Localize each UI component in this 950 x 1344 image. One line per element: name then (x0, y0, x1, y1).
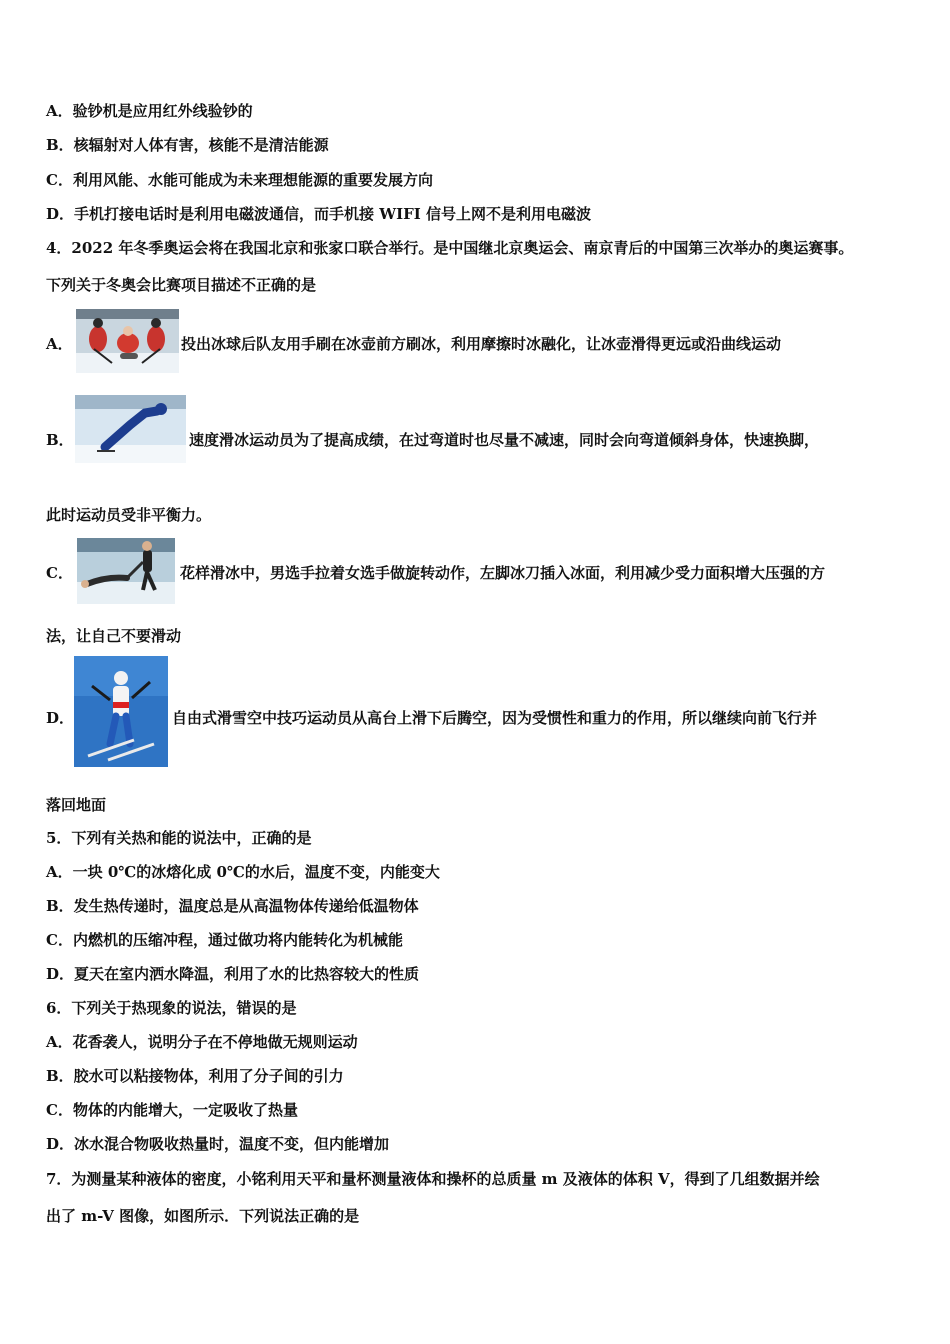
q4-d-continuation: 落回地面 (46, 796, 107, 814)
q6-option-b: B．胶水可以粘接物体，利用了分子间的引力 (46, 1067, 344, 1085)
q3-option-a: A．验钞机是应用红外线验钞的 (46, 102, 253, 120)
q4-b-label: B． (46, 431, 74, 449)
q5-stem: 5．下列有关热和能的说法中，正确的是 (46, 829, 312, 847)
speed-skating-photo (75, 395, 186, 463)
q4-d-text: 自由式滑雪空中技巧运动员从高台上滑下后腾空，因为受惯性和重力的作用，所以继续向前飞行并 (172, 709, 818, 727)
q4-stem-line1: 4．2022 年冬季奥运会将在我国北京和张家口联合举行。是中国继北京奥运会、南京青后的中国第三次举办的奥运赛事。 (46, 239, 854, 257)
q7-stem-line2: 出了 m-V 图像，如图所示．下列说法正确的是 (46, 1207, 360, 1225)
q4-a-label: A． (46, 335, 73, 353)
q6-option-c: C．物体的内能增大，一定吸收了热量 (46, 1101, 298, 1119)
q4-c-label: C． (46, 564, 73, 582)
q5-option-c: C．内燃机的压缩冲程，通过做功将内能转化为机械能 (46, 931, 403, 949)
q7-stem-line1: 7．为测量某种液体的密度，小铭利用天平和量杯测量液体和操杯的总质量 m 及液体的体积 V，得到了几组数据并绘 (46, 1170, 820, 1188)
q4-a-text: 投出冰球后队友用手刷在冰壶前方刷冰，利用摩擦时冰融化，让冰壶滑得更远或沿曲线运动 (181, 335, 782, 353)
curling-photo (76, 309, 179, 373)
q6-option-d: D．冰水混合物吸收热量时，温度不变，但内能增加 (46, 1135, 390, 1153)
q6-stem: 6．下列关于热现象的说法，错误的是 (46, 999, 297, 1017)
aerial-skiing-photo (74, 656, 168, 767)
q4-b-continuation: 此时运动员受非平衡力。 (46, 506, 212, 524)
q4-c-text: 花样滑冰中，男选手拉着女选手做旋转动作，左脚冰刀插入冰面，利用减少受力面积增大压强的方 (180, 564, 826, 582)
q5-option-a: A．一块 0℃的冰熔化成 0℃的水后，温度不变，内能变大 (46, 863, 440, 881)
q4-stem-line2: 下列关于冬奥会比赛项目描述不正确的是 (46, 276, 317, 294)
q4-b-text: 速度滑冰运动员为了提高成绩，在过弯道时也尽量不减速，同时会向弯道倾斜身体，快速换脚， (189, 431, 820, 449)
q4-c-continuation: 法，让自己不要滑动 (46, 627, 182, 645)
q5-option-b: B．发生热传递时，温度总是从高温物体传递给低温物体 (46, 897, 419, 915)
q3-option-d: D．手机打接电话时是利用电磁波通信，而手机接 WIFI 信号上网不是利用电磁波 (46, 205, 591, 223)
q5-option-d: D．夏天在室内洒水降温，利用了水的比热容较大的性质 (46, 965, 420, 983)
q3-option-c: C．利用风能、水能可能成为未来理想能源的重要发展方向 (46, 171, 433, 189)
q3-option-b: B．核辐射对人体有害，核能不是清洁能源 (46, 136, 329, 154)
figure-skating-photo (77, 538, 175, 604)
q6-option-a: A．花香袭人，说明分子在不停地做无规则运动 (46, 1033, 358, 1051)
q4-d-label: D． (46, 709, 75, 727)
